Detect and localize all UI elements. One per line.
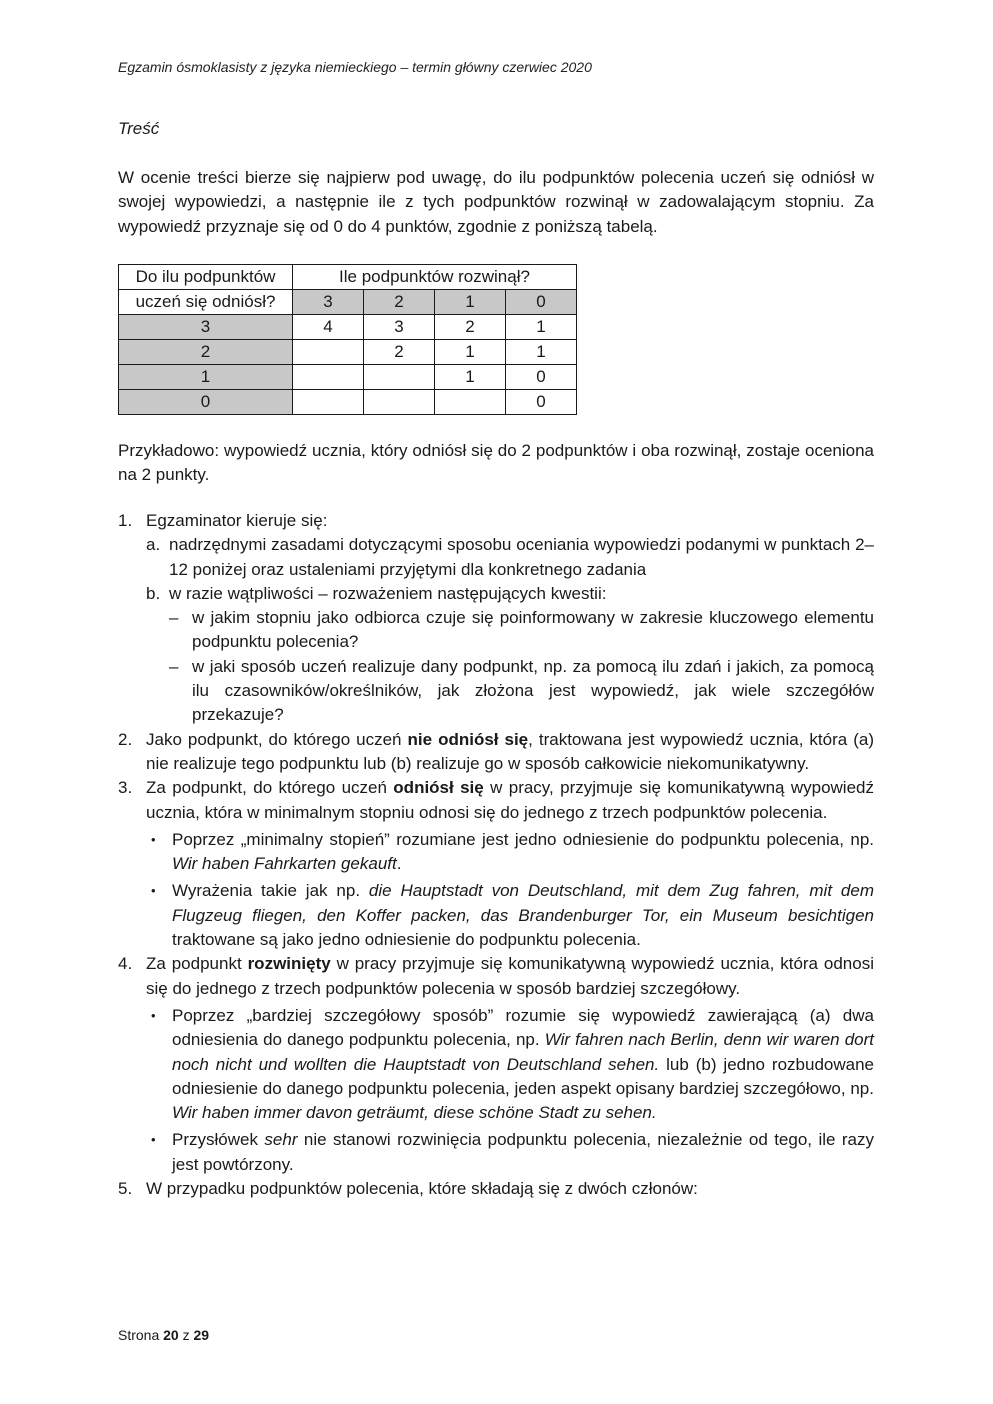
bullet-text-post: traktowane są jako jedno odniesienie do podpunktu polecenia.: [172, 930, 641, 950]
footer-page-total: 29: [193, 1327, 210, 1343]
rule-3-bullet-2: [147, 879, 874, 952]
rule-text-post: , traktowana jest wypowiedź ucznia, która (a) nie realizuje tego podpunktu lub (b) realizuje go w sposób całkowicie niekomunikatywny.: [146, 729, 874, 773]
row-label: 2: [119, 340, 293, 365]
table-row: [119, 390, 577, 415]
rule-1: [118, 509, 874, 533]
rule-text-bold: rozwinięty: [247, 954, 331, 974]
bullet-text-mid: lub (b) jedno rozbudowane odniesienie do danego podpunktu polecenia, jeden aspekt opisany bardziej szczegółowo, np.: [172, 1054, 874, 1098]
row-label: 3: [119, 315, 293, 340]
bullet-text-pre: Przysłówek: [172, 1130, 265, 1150]
intro-paragraph: W ocenie treści bierze się najpierw pod uwagę, do ilu podpunktów polecenia uczeń się odniósł w swojej wypowiedzi, a następnie ile z tych podpunktów rozwinął w zadowalającym stopniu. Za wypowiedź przyznaje się od 0 do 4 punktów, zgodnie z poniższą tabelą.: [118, 168, 874, 236]
rule-text-post: w pracy, przyjmuje się komunikatywną wypowiedź ucznia, która w minimalnym stopniu odnosi się do jednego z trzech podpunktów polecenia.: [146, 778, 874, 822]
bullet-text-italic: Wir haben Fahrkarten gekauft: [172, 854, 397, 874]
col-group-header: Ile podpunktów rozwinął?: [293, 265, 577, 290]
rule-text-pre: Za podpunkt: [146, 954, 248, 974]
rule-1-b: [146, 582, 874, 606]
bullet-text-italic: Wir haben immer davon geträumt, diese schöne Stadt zu sehen.: [172, 1103, 657, 1123]
rule-number: 2.: [118, 729, 133, 749]
col-header: 3: [293, 290, 364, 315]
table-cell: 2: [364, 340, 435, 365]
table-cell: 0: [506, 390, 577, 415]
page-footer: [118, 1327, 209, 1343]
rule-text-bold: odniósł się: [393, 778, 484, 798]
rule-4-bullet-1: [147, 1004, 874, 1125]
bullet-text-post: nie stanowi rozwinięcia podpunktu polecenia, niezależnie od tego, ile razy jest powtórzony.: [172, 1130, 875, 1174]
col-header: 2: [364, 290, 435, 315]
row-header-line2: uczeń się odniósł?: [119, 290, 293, 315]
bullet-text-italic: Wir fahren nach Berlin, denn wir waren dort noch nicht und wollten die Hauptstadt von Deutschland sehen.: [172, 1030, 875, 1074]
bullet-text-pre: Poprzez „minimalny stopień” rozumiane jest jedno odniesienie do podpunktu polecenia, np.: [172, 829, 874, 849]
rule-3-bullet-1: [147, 828, 874, 877]
rule-4: [118, 952, 874, 1001]
table-cell: 1: [506, 340, 577, 365]
table-cell: 3: [364, 315, 435, 340]
scoring-table: [118, 264, 577, 415]
table-header-row: [119, 265, 577, 290]
table-cell: 2: [435, 315, 506, 340]
table-cell: [435, 390, 506, 415]
bullet-text-italic: die Hauptstadt von Deutschland, mit dem Zug fahren, mit dem Flugzeug fliegen, den Koffer packen, das Brandenburger Tor, ein Museum besichtigen: [172, 881, 874, 925]
page-header: Egzamin ósmoklasisty z języka niemieckiego – termin główny czerwiec 2020: [118, 59, 592, 75]
col-header: 1: [435, 290, 506, 315]
rule-5: [118, 1177, 874, 1201]
table-row: [119, 340, 577, 365]
table-cell: 1: [435, 365, 506, 390]
bullet-text-post: .: [396, 854, 402, 874]
rule-4-bullet-2: [147, 1128, 874, 1177]
rule-1-a: [146, 533, 874, 582]
rule-3: [118, 776, 874, 825]
sub-label: b.: [146, 583, 161, 603]
rule-1-b-dash-1: [169, 606, 874, 655]
bullet-marker: •: [151, 831, 156, 847]
row-label: 1: [119, 365, 293, 390]
footer-page-number: 20: [163, 1327, 179, 1343]
sub-label: a.: [146, 535, 161, 555]
sub-text: nadrzędnymi zasadami dotyczącymi sposobu oceniania wypowiedzi podanymi w punktach 2–12 poniżej oraz ustaleniami przyjętymi dla konkretnego zadania: [169, 535, 874, 579]
bullet-marker: •: [151, 1132, 156, 1148]
bullet-text-pre: Poprzez „bardziej szczegółowy sposób” rozumie się wypowiedź zawierającą (a) dwa odniesienia do danego podpunktu polecenia, np.: [172, 1005, 874, 1050]
table-cell: 1: [435, 340, 506, 365]
table-cell: [293, 340, 364, 365]
rule-text-pre: Jako podpunkt, do którego uczeń: [146, 729, 408, 749]
rule-number: 3.: [118, 778, 133, 798]
table-cell: 1: [506, 315, 577, 340]
rule-number: 1.: [118, 511, 133, 530]
table-row: [119, 315, 577, 340]
bullet-marker: •: [151, 883, 156, 899]
bullet-text-italic: sehr: [264, 1130, 298, 1150]
rule-text-bold: nie odniósł się: [407, 729, 529, 749]
table-row: [119, 365, 577, 390]
dash-text: w jaki sposób uczeń realizuje dany podpunkt, np. za pomocą ilu zdań i jakich, za pomocą ilu czasowników/określników, jak złożona jest wypowiedź, jak wiele szczegółów przekazuje?: [192, 656, 874, 725]
table-cell: [364, 365, 435, 390]
dash-marker: –: [169, 656, 179, 676]
sub-text: w razie wątpliwości – rozważeniem następujących kwestii:: [169, 583, 607, 603]
rule-1-b-dash-2: [169, 655, 874, 728]
row-header-line1: Do ilu podpunktów: [119, 265, 293, 290]
table-cell: [364, 390, 435, 415]
table-cell: 4: [293, 315, 364, 340]
dash-text: w jakim stopniu jako odbiorca czuje się poinformowany w zakresie kluczowego elementu podpunktu polecenia?: [192, 608, 874, 652]
col-header: 0: [506, 290, 577, 315]
section-title: Treść: [118, 119, 160, 138]
row-label: 0: [119, 390, 293, 415]
table-cell: [293, 390, 364, 415]
footer-separator: z: [178, 1327, 194, 1343]
rule-text-pre: Za podpunkt, do którego uczeń: [146, 778, 394, 798]
rule-2: [118, 728, 874, 777]
rule-text: Egzaminator kieruje się:: [146, 511, 328, 530]
rules-list: [118, 509, 874, 1201]
rule-text: W przypadku podpunktów polecenia, które składają się z dwóch członów:: [146, 1179, 698, 1199]
footer-prefix: Strona: [118, 1327, 164, 1343]
rule-number: 4.: [118, 954, 133, 974]
rule-number: 5.: [118, 1179, 133, 1199]
table-cell: 0: [506, 365, 577, 390]
example-paragraph: Przykładowo: wypowiedź ucznia, który odniósł się do 2 podpunktów i oba rozwinął, zostaje oceniona na 2 punkty.: [118, 441, 874, 485]
dash-marker: –: [169, 608, 179, 628]
bullet-marker: •: [151, 1007, 156, 1023]
rule-text-post: w pracy przyjmuje się komunikatywną wypowiedź ucznia, która odnosi się do jednego z trzech podpunktów polecenia w sposób bardziej szczegółowy.: [146, 954, 874, 998]
table-subheader-row: [119, 290, 577, 315]
table-cell: [293, 365, 364, 390]
bullet-text-pre: Wyrażenia takie jak np.: [172, 881, 369, 901]
